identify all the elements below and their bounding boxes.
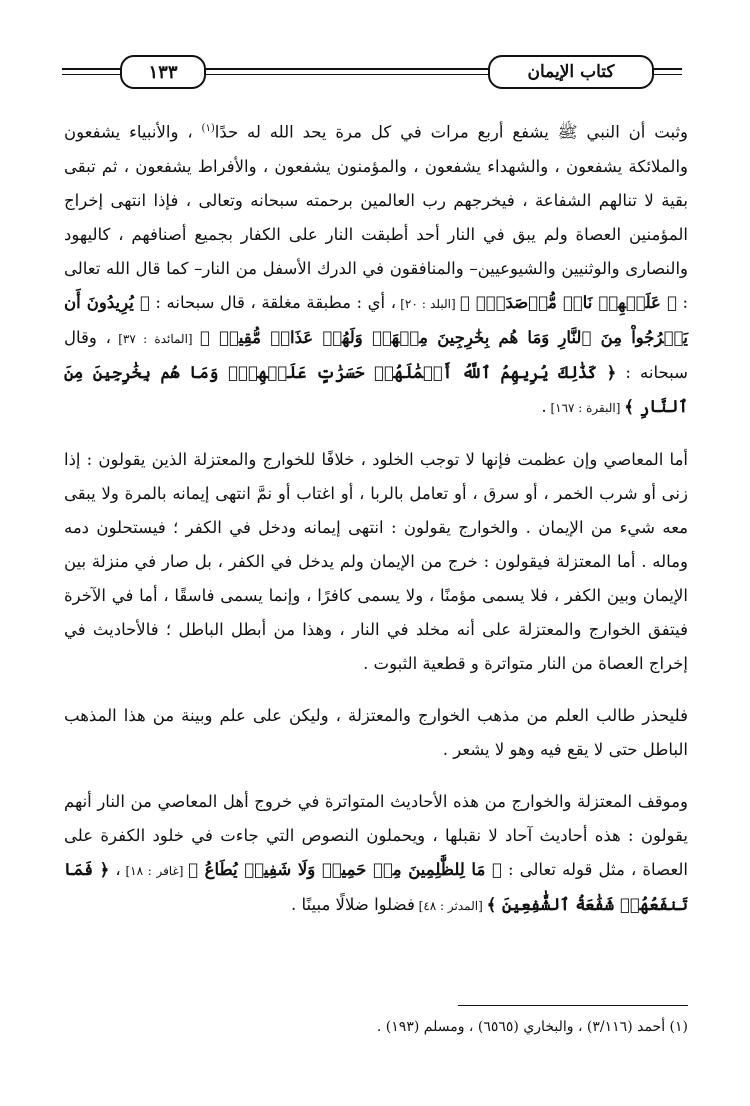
- verse-reference: [غافر : ١٨]: [120, 863, 189, 878]
- paragraph: [64, 443, 688, 681]
- verse-reference: [المدثر : ٤٨]: [414, 898, 487, 913]
- footnote-marker: (١): [201, 123, 215, 134]
- verse-reference: [البقرة : ١٦٧]: [546, 400, 625, 415]
- body-text: ،: [109, 859, 121, 879]
- body-text: وموقف المعتزلة والخوارج من هذه الأحاديث المتواترة في خروج أهل المعاصي من النار أنهم يقولون : هذه أحاديث آحاد لا نقبلها ، ويحملون النصوص التي جاءت في خلود الكفرة على العصاة ، مثل قوله تعالى :: [64, 791, 688, 879]
- body-text: أما المعاصي وإن عظمت فإنها لا توجب الخلود ، خلافًا للخوارج والمعتزلة الذين يقولون : إذا زنى أو شرب الخمر ، أو سرق ، أو تعامل بالربا ، أو اغتاب أو نمَّ انتهى إيمانه بالمرة ولا يبقى معه شيء من الإيمان . والخوارج يقولون : انتهى إيمانه ودخل في الكفر ؛ فيستحلون دمه وماله . أما المعتزلة فيقولون : خرج من الإيمان ولم يدخل في الكفر ، بل صار في منزلة بين الإيمان وبين الكفر ، فلا يسمى مؤمنًا ، ولا يسمى كافرًا ، وإنما يسمى فاسقًا ، أما في الآخرة فيتفق الخوارج والمعتزلة على أنه مخلد في النار ، وهذا من أبطل الباطل ؛ فالأحاديث في إخراج العصاة من النار متواترة و قطعية الثبوت .: [64, 449, 688, 673]
- body-text: فليحذر طالب العلم من مذهب الخوارج والمعتزلة ، وليكن على علم وبينة من هذا المذهب الباطل حتى لا يقع فيه وهو لا يشعر .: [64, 705, 688, 759]
- running-header: [62, 48, 682, 90]
- body-text: ، أي : مطبقة مغلقة ، قال سبحانه :: [149, 292, 397, 312]
- paragraph: [64, 785, 688, 923]
- verse-reference: [المائدة : ٣٧]: [110, 331, 200, 346]
- paragraph: [64, 699, 688, 767]
- page-number: ١٣٣: [120, 55, 206, 89]
- paragraph: [64, 112, 688, 425]
- page-body: [64, 112, 688, 923]
- verse-reference: [البلد : ٢٠]: [396, 296, 460, 311]
- footnote-divider: [458, 1005, 688, 1006]
- quran-verse: ﴿ فَمَا تَنفَعُهُمۡ شَفَٰعَةُ ٱلشَّٰفِعِينَ ﴾: [64, 859, 688, 914]
- book-title: كتاب الإيمان: [488, 55, 654, 89]
- footnote: (١) أحمد (٣/١١٦) ، والبخاري (٦٥٦٥) ، ومسلم (١٩٣) .: [376, 1019, 688, 1035]
- quran-verse: ﴿ يُرِيدُونَ أَن يَخۡرُجُواْ مِنَ ٱلنَّارِ وَمَا هُم بِخَٰرِجِينَ مِنۡهَاۖ وَلَهُمۡ عَذَابٞ مُّقِيمٞ ﴾: [64, 292, 689, 347]
- body-text: ، وقال سبحانه :: [64, 327, 688, 382]
- quran-verse: ﴿ كَذَٰلِكَ يُرِيهِمُ ٱللَّهُ أَعۡمَٰلَهُمۡ حَسَرَٰتٍ عَلَيۡهِمۡۖ وَمَا هُم بِخَٰرِجِينَ مِنَ ٱلنَّارِ ﴾: [64, 362, 688, 416]
- quran-verse: ﴿ عَلَيۡهِمۡ نَارٞ مُّؤۡصَدَةُۢ ﴾: [459, 292, 677, 312]
- body-text: فضلوا ضلالًا مبينًا .: [291, 894, 415, 914]
- body-text: .: [541, 396, 547, 416]
- body-text: ، والأنبياء يشفعون والملائكة يشفعون ، والشهداء يشفعون ، والمؤمنون يشفعون ، والأفراط يشفعون ، ثم تبقى بقية لا تنالهم الشفاعة ، فيخرجهم رب العالمين برحمته سبحانه وتعالى ، فإذا انتهى إخراج المؤمنين العصاة ولم يبق في النار أحد أطبقت النار على الكفار بجميع أصنافهم ، كاليهود والنصارى والوثنيين والشيوعيين– والمنافقون في الدرك الأسفل من النار– كما قال الله تعالى :: [64, 122, 689, 312]
- body-text: وثبت أن النبي ﷺ يشفع أربع مرات في كل مرة يحد الله له حدًا: [214, 122, 688, 142]
- quran-verse: ﴿ مَا لِلظَّٰلِمِينَ مِنۡ حَمِيمٖ وَلَا شَفِيعٖ يُطَاعُ ﴾: [188, 859, 502, 879]
